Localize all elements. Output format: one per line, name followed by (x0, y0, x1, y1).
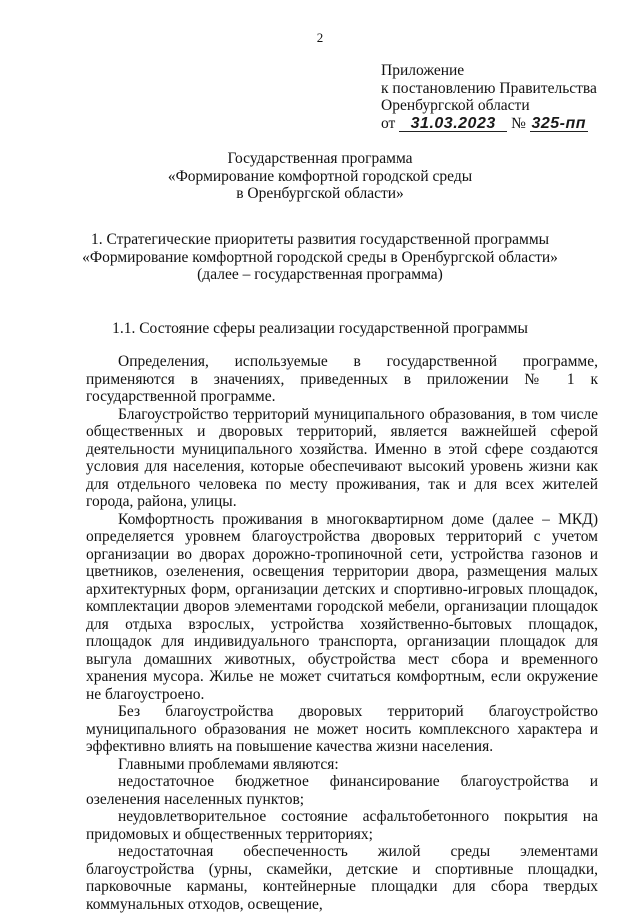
approval-number: 325-пп (531, 114, 587, 132)
section-1-heading-line-1: 1. Стратегические приоритеты развития государственной программы (90, 231, 550, 248)
paragraph: Комфортность проживания в многоквартирном доме (далее – МКД) определяется уровнем благоустройства дворовых территорий с учетом организации во дворах дорожно-тропиночной сети, устройства газонов и цветников, озеленения, освещения территории двора, размещения малых архитектурных форм, организации детских и спортивно-игровых площадок, комплектации дворов элементами городской мебели, организации площадок для отдыха взрослых, устройства хозяйственно-бытовых площадок, площадок для индивидуального транспорта, организации площадок для выгула домашних животных, обустройства мест сбора и временного хранения мусора. Жилье не может считаться комфортным, если окружение не благоустроено. (86, 510, 598, 703)
program-title-line-2: «Формирование комфортной городской среды (167, 167, 473, 185)
program-title (0, 150, 640, 203)
list-item: неудовлетворительное состояние асфальтобетонного покрытия на придомовых и общественных территориях; (86, 808, 598, 843)
approval-number-field (530, 116, 588, 132)
body-text (86, 353, 598, 913)
approval-from-prefix: от (381, 114, 396, 132)
section-1-heading-line-3: (далее – государственная программа) (197, 266, 443, 283)
paragraph: Определения, используемые в государственной программе, применяются в значениях, приведенных в приложении № 1 к государственной программе. (86, 353, 598, 405)
list-item: недостаточная обеспеченность жилой среды элементами благоустройства (урны, скамейки, детские и спортивные площадки, парковочные карманы, контейнерные площадки для сбора твердых коммунальных отходов, освещение, (86, 843, 598, 913)
paragraph: Благоустройство территорий муниципального образования, в том числе общественных и дворовых территорий, является важнейшей сферой деятельности муниципального хозяйства. Именно в этой сфере создаются условия для населения, которые обеспечивают высокий уровень жизни как для отдельного человека по месту проживания, так и для всех жителей города, района, улицы. (86, 405, 598, 510)
approval-line-region: Оренбургской области (381, 97, 530, 114)
section-1-heading (0, 231, 640, 284)
approval-line-appendix: Приложение (381, 62, 465, 79)
approval-line-resolution: к постановлению Правительства (381, 79, 597, 97)
approval-date: 31.03.2023 (410, 114, 496, 132)
section-1-heading-line-2: «Формирование комфортной городской среды в Оренбургской области» (82, 248, 558, 266)
program-title-line-1: Государственная программа (227, 150, 413, 167)
page-number: 2 (316, 30, 324, 45)
subsection-1-1-heading: 1.1. Состояние сферы реализации государственной программы (112, 320, 528, 337)
paragraph: Без благоустройства дворовых территорий благоустройство муниципального образования не может носить комплексного характера и эффективно влиять на повышение качества жизни населения. (86, 703, 598, 755)
list-item: недостаточное бюджетное финансирование благоустройства и озеленения населенных пунктов; (86, 773, 598, 808)
approval-number-prefix: № (511, 114, 526, 132)
approval-block (381, 62, 597, 132)
paragraph: Главными проблемами являются: (118, 755, 339, 773)
program-title-line-3: в Оренбургской области» (236, 185, 404, 202)
approval-date-number-line (381, 115, 597, 133)
approval-date-field (399, 116, 507, 132)
